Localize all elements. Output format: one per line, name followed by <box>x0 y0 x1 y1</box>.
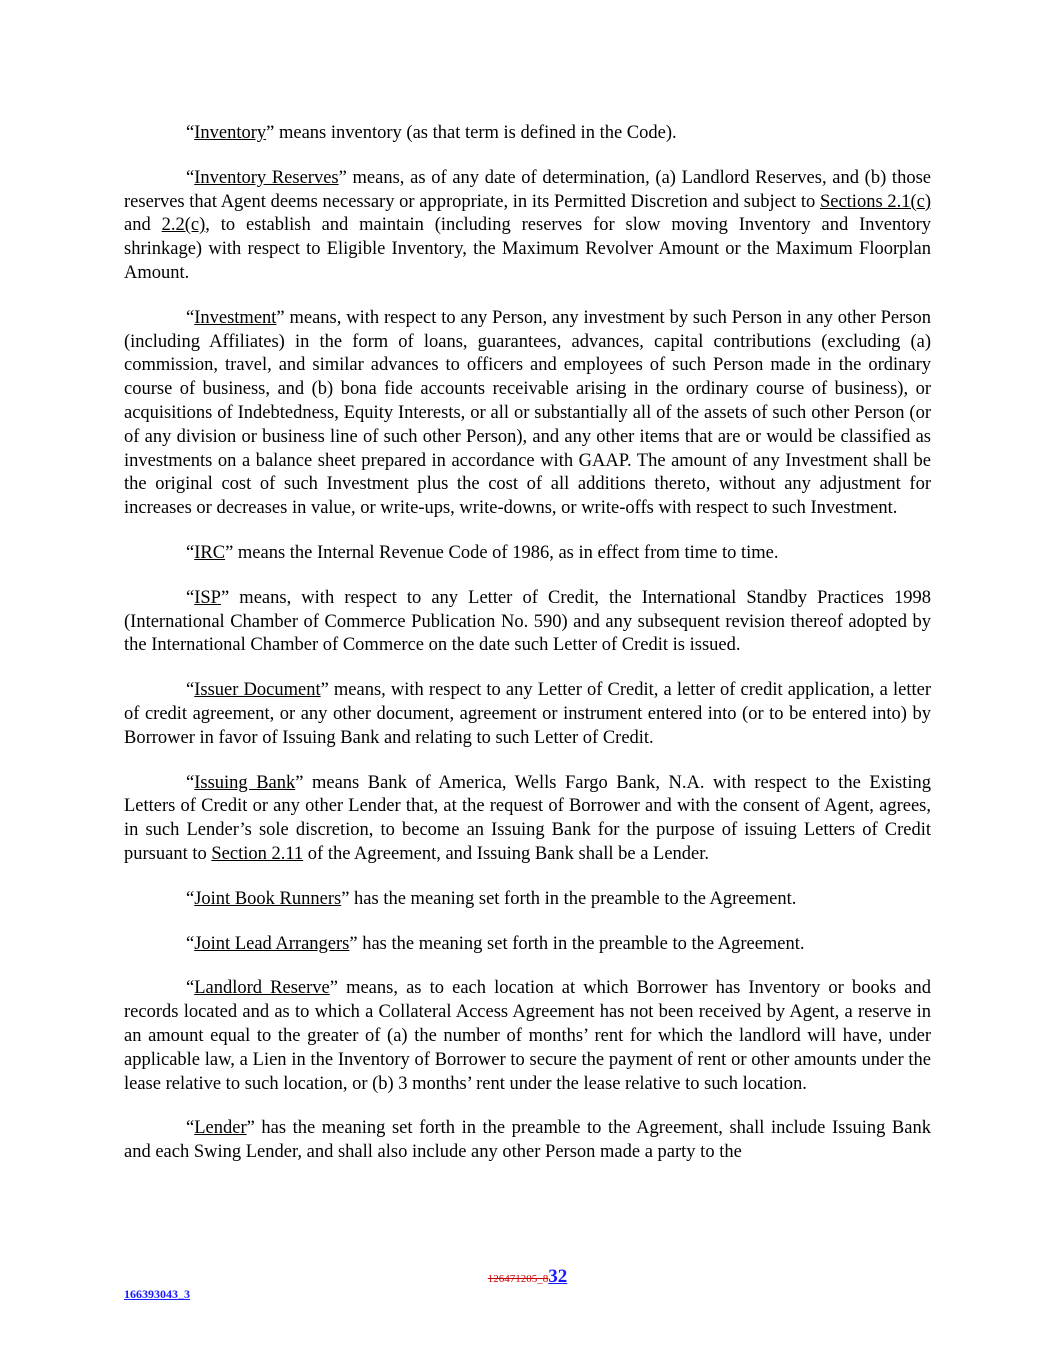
definition-lender <box>124 1117 931 1165</box>
definition-landlord-reserve <box>124 977 931 1096</box>
defined-term: Issuing Bank <box>194 772 296 793</box>
definition-text: ” means, with respect to any Letter of Credit, the International Standby Practices 1998 (International Chamber of Commerce Publication No. 590) and any subsequent revision thereof adopted by the International Chamber of Commerce on the date such Letter of Credit is issued. <box>124 587 931 656</box>
definition-text: “ <box>186 680 195 701</box>
definition-inventory-reserves <box>124 167 931 286</box>
defined-term: 2.2(c) <box>161 215 206 236</box>
defined-term: Sections 2.1(c) <box>819 191 931 212</box>
definition-text: ” means, as of any date of determination, (a) Landlord Reserves, and (b) those reserves that Agent deems necessary or appropriate, in its Permitted Discretion and subject to <box>124 167 931 212</box>
definition-text: ” means the Internal Revenue Code of 1986, as in effect from time to time. <box>225 542 779 563</box>
defined-term: Joint Lead Arrangers <box>194 933 350 954</box>
definition-text: “ <box>186 123 195 143</box>
definition-text: ” means inventory (as that term is defined in the Code). <box>266 123 677 143</box>
definition-text: ” has the meaning set forth in the preamble to the Agreement. <box>349 933 805 954</box>
definition-text: ” means, with respect to any Person, any investment by such Person in any other Person (including Affiliates) in the form of loans, guarantees, advances, capital contributions (excluding (a) commission, travel, and similar advances to officers and employees of such Person made in the ordinary course of business, and (b) bona fide accounts receivable arising in the ordinary course of business), or acquisitions of Indebtedness, Equity Interests, or all or substantially all of the assets of such other Person (or of any division or business line of such other Person), and any other items that are or would be classified as investments on a balance sheet prepared in accordance with GAAP. The amount of any Investment shall be the original cost of such Investment plus the cost of all additions thereto, without any adjustment for increases or decreases in value, or write-ups, write-downs, or write-offs with respect to such Investment. <box>124 307 931 519</box>
defined-term: Section 2.11 <box>211 843 304 864</box>
definition-text: ” means Bank of America, Wells Fargo Bank, N.A. with respect to the Existing Letters of Credit or any other Lender that, at the request of Borrower and with the consent of Agent, agrees, in such Lender’s sole discretion, to become an Issuing Bank for the purpose of issuing Letters of Credit pursuant to <box>124 772 932 864</box>
inserted-page-number: 32 <box>548 1266 568 1287</box>
definition-investment <box>124 307 931 521</box>
definition-text: and <box>124 215 162 236</box>
definition-text: ” means, as to each location at which Borrower has Inventory or books and records located and as to which a Collateral Access Agreement has not been received by Agent, a reserve in an amount equal to the greater of (a) the number of months’ rent for which the landlord will have, under applicable law, a Lien in the Inventory of Borrower to secure the payment of rent or other amounts under the lease relative to such location, or (b) 3 months’ rent under the lease relative to such location. <box>124 978 931 1094</box>
definition-joint-lead-arrangers <box>124 933 931 957</box>
page-number <box>0 1266 1055 1288</box>
defined-term: Landlord Reserve <box>194 978 330 999</box>
defined-term: Joint Book Runners <box>194 888 342 909</box>
definition-text: “ <box>186 978 195 999</box>
definition-text: “ <box>186 1118 195 1139</box>
definition-text: “ <box>186 587 195 608</box>
document-body <box>124 122 931 1186</box>
definition-issuer-document <box>124 679 931 750</box>
defined-term: Lender <box>194 1118 247 1139</box>
definition-text: of the Agreement, and Issuing Bank shall be a Lender. <box>303 843 710 864</box>
document-id: 166393043_3 <box>124 1287 190 1301</box>
definition-text: ” has the meaning set forth in the preamble to the Agreement, shall include Issuing Bank and each Swing Lender, and shall also include any other Person made a party to the <box>124 1118 931 1163</box>
definition-text: ” means, with respect to any Letter of Credit, a letter of credit application, a letter of credit agreement, or any other document, agreement or instrument entered into (or to be entered into) by Borrower in favor of Issuing Bank and relating to such Letter of Credit. <box>124 680 931 748</box>
definition-text: , to establish and maintain (including reserves for slow moving Inventory and Inventory shrinkage) with respect to Eligible Inventory, the Maximum Revolver Amount or the Maximum Floorplan Amount. <box>124 215 931 283</box>
definition-issuing-bank <box>124 772 931 867</box>
definition-text: “ <box>186 542 195 563</box>
definition-text: “ <box>186 307 195 328</box>
defined-term: Investment <box>194 307 277 328</box>
deleted-page-ref: 126471205_8 <box>487 1273 549 1285</box>
defined-term: IRC <box>194 542 226 563</box>
definition-text: “ <box>186 167 195 188</box>
defined-term: Inventory <box>194 123 267 143</box>
defined-term: Inventory Reserves <box>194 167 339 188</box>
definition-text: “ <box>186 933 195 954</box>
definition-irc <box>124 542 931 566</box>
defined-term: Issuer Document <box>194 680 321 701</box>
definition-text: “ <box>186 888 195 909</box>
definition-isp <box>124 587 931 658</box>
definition-text: ” has the meaning set forth in the preamble to the Agreement. <box>341 888 797 909</box>
definition-inventory <box>124 122 931 146</box>
definition-text: “ <box>186 772 195 793</box>
defined-term: ISP <box>194 587 221 608</box>
definition-joint-book-runners <box>124 888 931 912</box>
